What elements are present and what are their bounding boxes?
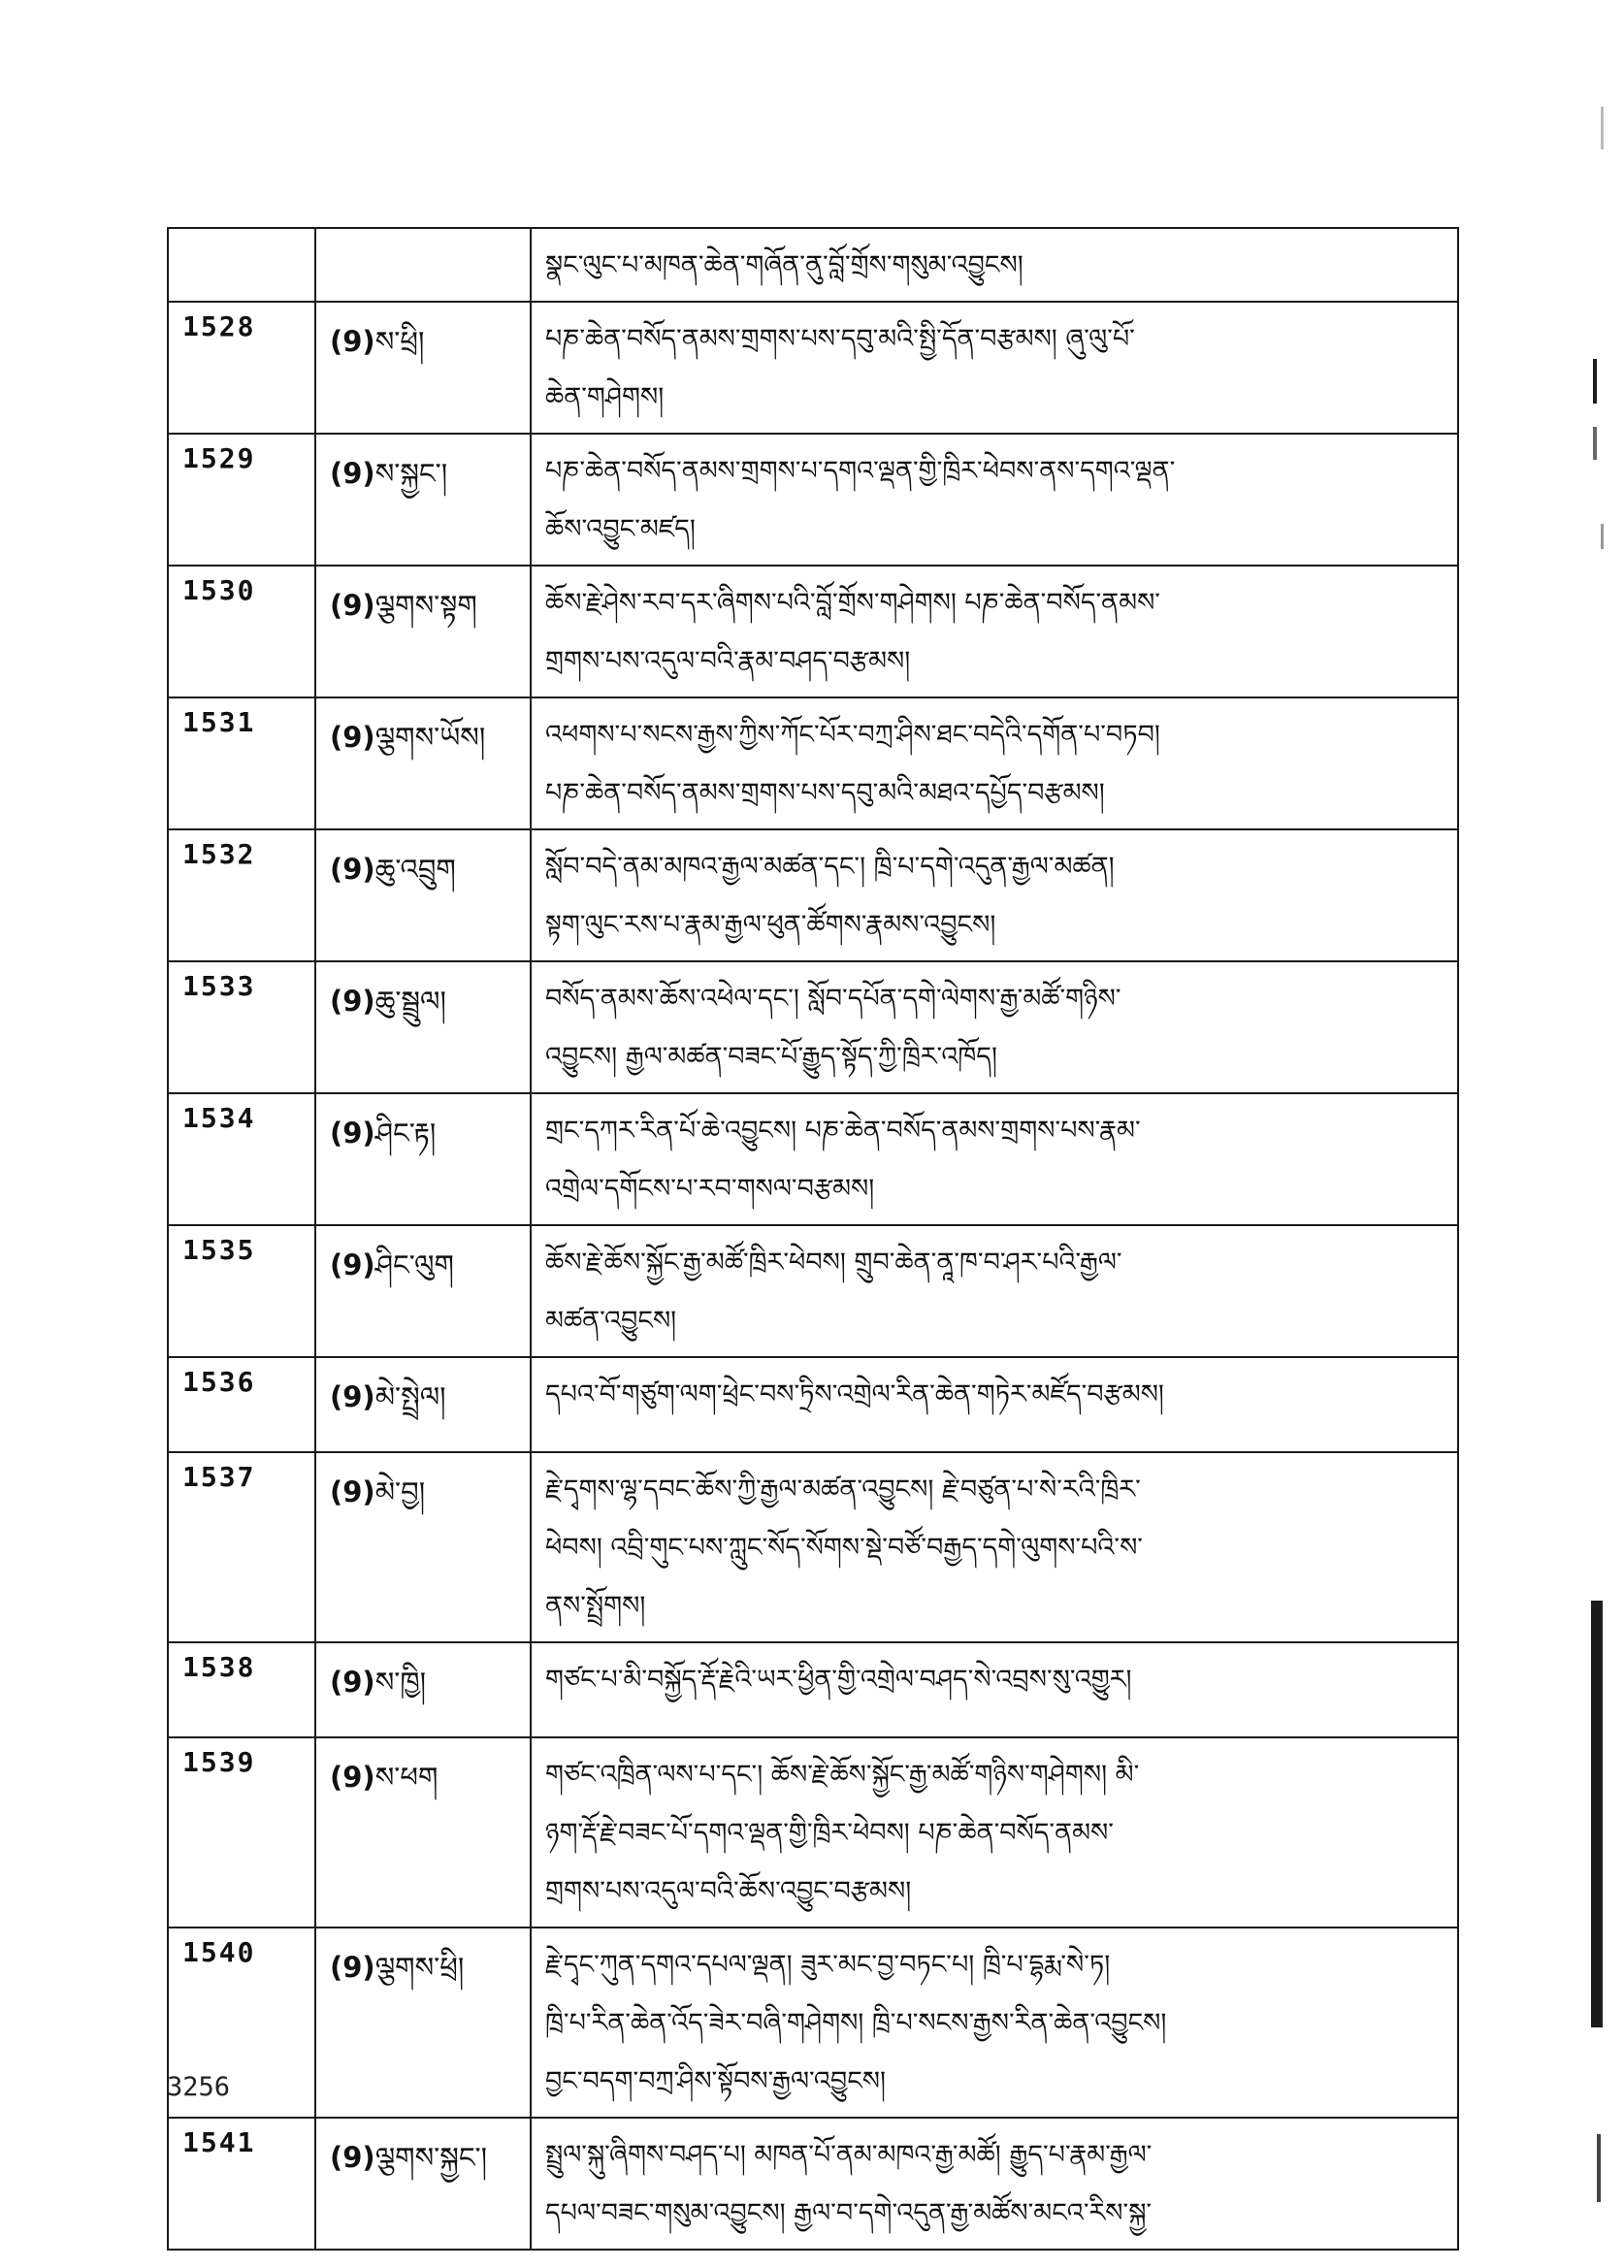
event-text-line: གྲང་དཀར་རིན་པོ་ཆེ་འབྱུངས། པཎ་ཆེན་བསོད་ནམས་གྲགས་པས་རྣམ་ (545, 1116, 1141, 1146)
event-text-line: འབྱུངས། རྒྱལ་མཚན་བཟང་པོ་རྒྱུད་སྟོད་ཀྱི་ཁྲིར་འཁོད། (545, 1042, 997, 1072)
event-text-line: པཎ་ཆེན་བསོད་ནམས་གྲགས་པ་དགའ་ལྡན་གྱི་ཁྲིར་ཕེབས་ནས་དགའ་ལྡན་ (545, 456, 1176, 486)
year-cell: 1534 (168, 1093, 315, 1225)
year-name: ཤིང་རྟ། (374, 1117, 437, 1150)
event-cell (531, 2118, 1458, 2250)
event-text-line: གཙང་འཁྲིན་ལས་པ་དང་། ཆོས་རྗེ་ཆོས་སྐྱོང་རྒྱ་མཚོ་གཉིས་གཤེགས། མི་ (545, 1760, 1140, 1790)
event-text-line: གཙང་པ་མི་བསྐྱོད་རྡོ་རྗེའི་ཡར་ཕྱིན་གྱི་འགྲེལ་བཤད་སེ་འབྲས་སུ་འགྱུར། (545, 1665, 1132, 1695)
event-text-line: ཆེན་གཤེགས། (545, 382, 665, 412)
table-row (168, 961, 1458, 1093)
event-cell (531, 566, 1458, 697)
event-text-line: འགྲེལ་དགོངས་པ་རབ་གསལ་བརྩམས། (545, 1174, 875, 1204)
year-cell: 1538 (168, 1642, 315, 1737)
year-cell: 1536 (168, 1357, 315, 1452)
year-name: ས་ཕྲི། (374, 325, 425, 358)
cycle-cell (315, 1093, 531, 1225)
cycle-number: (9) (330, 1951, 375, 1984)
scan-edge-mark (1591, 1601, 1603, 2027)
year-name: ཤིང་ལུག (374, 1248, 454, 1281)
event-cell (531, 1737, 1458, 1928)
cycle-cell (315, 1928, 531, 2118)
event-text-line: ཆོས་རྗེ་ཤེས་རབ་དར་ཞིགས་པའི་བློ་གྲོས་གཤེགས། པཎ་ཆེན་བསོད་ནམས་ (545, 588, 1160, 618)
event-text-line: སྣང་ལུང་པ་མཁན་ཆེན་གཞོན་ནུ་བློ་གྲོས་གསུམ་འབྱུངས། (545, 250, 1023, 280)
page-number: 3256 (167, 2072, 231, 2102)
event-text-line: སྟག་ལུང་རས་པ་རྣམ་རྒྱལ་ཕུན་ཚོགས་རྣམས་འབྱུངས། (545, 910, 996, 940)
cycle-number: (9) (330, 985, 375, 1018)
cycle-cell (315, 228, 531, 302)
year-cell: 1535 (168, 1225, 315, 1357)
event-text-line: པཎ་ཆེན་བསོད་ནམས་གྲགས་པས་དབུ་མའི་སྤྱི་དོན་བརྩམས། ཞུ་ལུ་པོ་ (545, 324, 1135, 354)
event-text-line: ནས་སྤྲོགས། (545, 1591, 646, 1621)
year-name: ཆུ་འབྲུག (374, 853, 456, 886)
cycle-cell (315, 1452, 531, 1642)
table-row (168, 228, 1458, 302)
event-cell (531, 302, 1458, 434)
year-name: ལྕགས་སྟག (374, 589, 477, 622)
event-cell (531, 1357, 1458, 1452)
event-text-line: རྗེ་དྭང་ཀུན་དགའ་དཔལ་ལྡན། ཟུར་མང་བྱ་བཏང་པ། ཁྲི་པ་དྷརྨ་སེ་ཏ། (545, 1950, 1111, 1980)
chronology-table-body (168, 228, 1458, 2250)
event-cell (531, 1452, 1458, 1642)
cycle-cell (315, 829, 531, 961)
table-row (168, 1928, 1458, 2118)
year-name: ལྕགས་ཡོས། (374, 721, 486, 754)
cycle-number: (9) (330, 1761, 375, 1794)
event-text-line: ཁྲི་པ་རིན་ཆེན་འོད་ཟེར་བཞི་གཤེགས། ཁྲི་པ་སངས་རྒྱས་རིན་ཆེན་འབྱུངས། (545, 2008, 1167, 2038)
cycle-cell (315, 1642, 531, 1737)
cycle-number: (9) (330, 1248, 375, 1281)
year-name: ལྕགས་སྐྱང་། (374, 2141, 488, 2174)
event-cell (531, 961, 1458, 1093)
cycle-number: (9) (330, 721, 375, 754)
event-text-line: ཆོས་རྗེ་ཆོས་སྐྱོང་རྒྱ་མཚོ་ཁྲིར་ཕེབས། གྲུབ་ཆེན་ནཱ་ཁ་བ་ཤར་པའི་རྒྱལ་ (545, 1247, 1122, 1278)
year-cell: 1530 (168, 566, 315, 697)
year-name: ས་ཕག (374, 1761, 438, 1794)
cycle-cell (315, 2118, 531, 2250)
event-text-line: སློབ་བདེ་ནམ་མཁའ་རྒྱལ་མཚན་དང་། ཁྲི་པ་དགེ་འདུན་རྒྱལ་མཚན། (545, 852, 1115, 882)
scan-edge-mark (1593, 427, 1597, 460)
chronology-table (167, 227, 1459, 2251)
year-cell (168, 228, 315, 302)
cycle-cell (315, 697, 531, 829)
cycle-cell (315, 1225, 531, 1357)
event-cell (531, 434, 1458, 566)
year-cell: 1532 (168, 829, 315, 961)
event-text-line: བྱང་བདག་བཀྲ་ཤིས་སྟོབས་རྒྱལ་འབྱུངས། (545, 2066, 886, 2096)
cycle-number: (9) (330, 1475, 375, 1508)
cycle-number: (9) (330, 1380, 375, 1413)
table-row (168, 1642, 1458, 1737)
event-text-line: ཉག་རྡོ་རྗེ་བཟང་པོ་དགའ་ལྡན་གྱི་ཁྲིར་ཕེབས། པཎ་ཆེན་བསོད་ནམས་ (545, 1818, 1114, 1848)
event-cell (531, 1093, 1458, 1225)
cycle-cell (315, 566, 531, 697)
year-name: ལྕགས་ཕྲི། (374, 1951, 465, 1984)
year-name: མེ་བྱ། (374, 1475, 426, 1508)
event-cell (531, 1642, 1458, 1737)
year-cell: 1533 (168, 961, 315, 1093)
year-cell: 1529 (168, 434, 315, 566)
scan-edge-mark (1601, 524, 1604, 549)
scan-edge-mark (1593, 359, 1597, 404)
year-cell: 1531 (168, 697, 315, 829)
year-name: ཆུ་སྦྲུལ། (374, 985, 446, 1018)
year-cell: 1528 (168, 302, 315, 434)
table-row (168, 1093, 1458, 1225)
table-row (168, 1452, 1458, 1642)
event-text-line: གྲགས་པས་འདུལ་བའི་ཆོས་འབྱུང་བརྩམས། (545, 1876, 912, 1906)
cycle-number: (9) (330, 2141, 375, 2174)
table-row (168, 302, 1458, 434)
event-cell (531, 697, 1458, 829)
cycle-number: (9) (330, 853, 375, 886)
scan-edge-mark (1597, 2134, 1601, 2202)
event-text-line: དཔལ་བཟང་གསུམ་འབྱུངས། རྒྱལ་བ་དགེ་འདུན་རྒྱ་མཚོས་མངའ་རིས་སྐྱ་ (545, 2198, 1153, 2228)
table-row (168, 697, 1458, 829)
year-cell: 1541 (168, 2118, 315, 2250)
table-row (168, 1357, 1458, 1452)
scan-edge-mark (1601, 107, 1604, 149)
event-text-line: རྗེ་དྭགས་ལྷ་དབང་ཆོས་ཀྱི་རྒྱལ་མཚན་འབྱུངས། རྗེ་བཙུན་པ་སེ་རའི་ཁྲིར་ (545, 1474, 1141, 1505)
event-text-line: གྲགས་པས་འདུལ་བའི་རྣམ་བཤད་བརྩམས། (545, 646, 911, 676)
cycle-number: (9) (330, 457, 375, 490)
table-row (168, 566, 1458, 697)
event-text-line: བསོད་ནམས་ཆོས་འཕེལ་དང་། སློབ་དཔོན་དགེ་ལེགས་རྒྱ་མཚོ་གཉིས་ (545, 984, 1121, 1014)
event-cell (531, 1225, 1458, 1357)
cycle-cell (315, 434, 531, 566)
cycle-cell (315, 1357, 531, 1452)
event-cell (531, 829, 1458, 961)
year-name: མེ་སྤྲེལ། (374, 1380, 446, 1413)
cycle-number: (9) (330, 1117, 375, 1150)
event-text-line: པཎ་ཆེན་བསོད་ནམས་གྲགས་པས་དབུ་མའི་མཐའ་དཔྱོད་བརྩམས། (545, 778, 1105, 808)
cycle-number: (9) (330, 325, 375, 358)
table-row (168, 2118, 1458, 2250)
table-row (168, 1737, 1458, 1928)
year-cell: 1539 (168, 1737, 315, 1928)
table-row (168, 1225, 1458, 1357)
event-text-line: ཆོས་འབྱུང་མཛད། (545, 514, 696, 544)
table-row (168, 434, 1458, 566)
cycle-cell (315, 1737, 531, 1928)
event-text-line: མཚན་འབྱུངས། (545, 1306, 677, 1336)
table-row (168, 829, 1458, 961)
cycle-cell (315, 302, 531, 434)
cycle-number: (9) (330, 1666, 375, 1699)
cycle-number: (9) (330, 589, 375, 622)
year-cell: 1537 (168, 1452, 315, 1642)
event-text-line: ཕེབས། འབྲི་གུང་པས་ཀླུང་སོད་སོགས་སྡེ་བཙོ་བརྒྱད་དགེ་ལུགས་པའི་ས་ (545, 1533, 1143, 1563)
year-cell: 1540 (168, 1928, 315, 2118)
event-text-line: འཕགས་པ་སངས་རྒྱས་ཀྱིས་ཀོང་པོར་བཀྲ་ཤིས་ཐང་བདེའི་དགོན་པ་བཏབ། (545, 720, 1160, 750)
event-text-line: སྤྲུལ་སྐུ་ཞིགས་བཤད་པ། མཁན་པོ་ནམ་མཁའ་རྒྱ་མཚོ། རྒྱུད་པ་རྣམ་རྒྱལ་ (545, 2140, 1153, 2170)
event-cell (531, 1928, 1458, 2118)
cycle-cell (315, 961, 531, 1093)
year-name: ས་སྐྱང་། (374, 457, 448, 490)
year-name: ས་ཁྱི། (374, 1666, 427, 1699)
event-cell (531, 228, 1458, 302)
event-text-line: དཔའ་བོ་གཙུག་ལག་ཕྲེང་བས་ཏྲིས་འགྲེལ་རིན་ཆེན་གཏེར་མཛོད་བརྩམས། (545, 1379, 1164, 1409)
